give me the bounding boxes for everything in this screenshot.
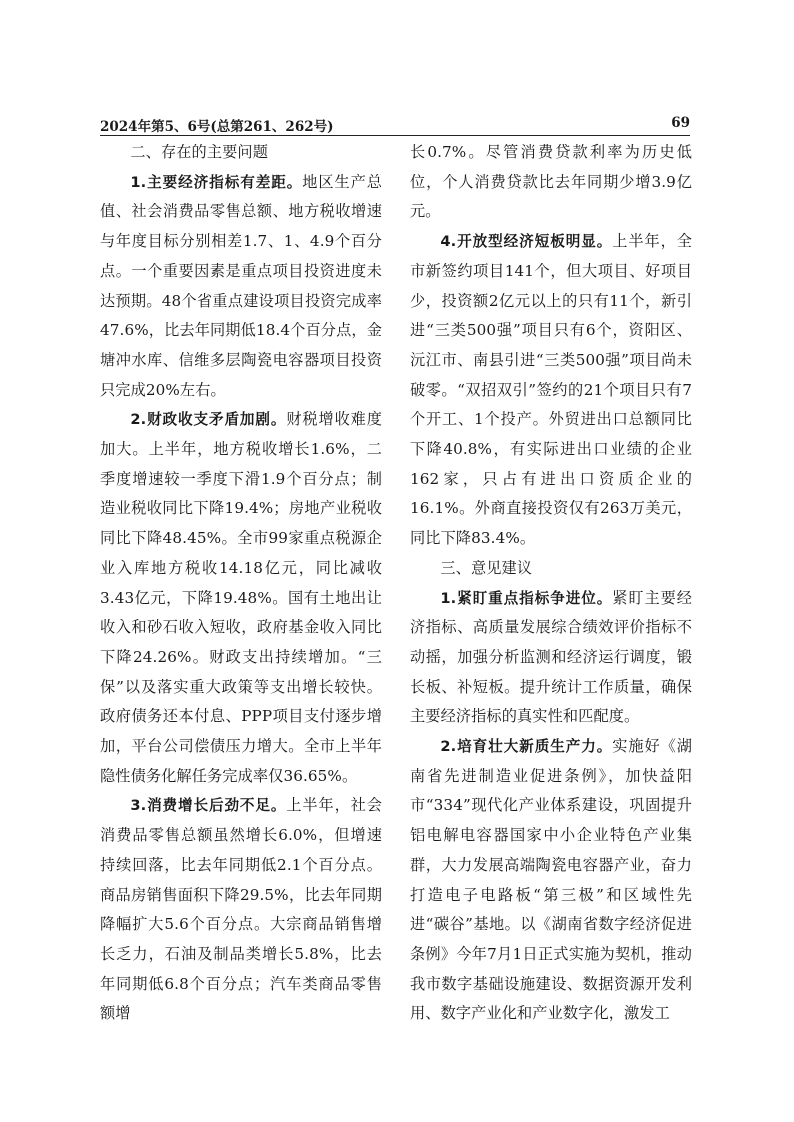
paragraph-body: 实施好《湖南省先进制造业促进条例》，加快益阳市“334”现代化产业体系建设，巩固提升铝电解电容器国家中小企业特色产业集群，大力发展高端陶瓷电容器产业，奋力打造电子电路板“第三极”和区域性先进“碳谷”基地。以《湖南省数字经济促进条例》今年7月1日正式实施为契机，推动我市数字基础设施建设、数据资源开发利用、数字产业化和产业数字化，激发工 bbox=[410, 737, 693, 1023]
right-column bbox=[410, 138, 692, 1029]
paragraph-open-economy bbox=[410, 227, 692, 554]
paragraph-body: 紧盯主要经济指标、高质量发展综合绩效评价指标不动摇，加强分析监测和经济运行调度，锻长板、补短板。提升统计工作质量，确保主要经济指标的真实性和匹配度。 bbox=[410, 588, 693, 726]
left-column bbox=[100, 138, 382, 1029]
paragraph-body: 财税增收难度加大。上半年，地方税收增长1.6%，二季度增速较一季度下滑1.9个百分点；制造业税收同比下降19.4%；房地产业税收同比下降48.45%。全市99家重点税源企业入库地方税收14.18亿元，同比减收3.43亿元，下降19.48%。国有土地出让收入和砂石收入短收，政府基金收入同比下降24.26%。财政支出持续增加。“三保”以及落实重大政策等支出增长较快。政府债务还本付息、PPP项目支付逐步增加，平台公司偿债压力增大。全市上半年隐性债务化解任务完成率仅36.65%。 bbox=[100, 410, 382, 785]
paragraph-body: 上半年，全市新签约项目141个，但大项目、好项目少，投资额2亿元以上的只有11个，新引进“三类500强”项目只有6个，资阳区、沅江市、南县引进“三类500强”项目尚未破零。“双招双引”签约的21个项目只有7个开工、1个投产。外贸进出口总额同比下降40.8%，有实际进出口业绩的企业162家，只占有进出口资质企业的16.1%。外商直接投资仅有263万美元，同比下降83.4%。 bbox=[410, 232, 693, 548]
section-heading-suggestions: 三、意见建议 bbox=[440, 558, 533, 577]
paragraph-body: 上半年，社会消费品零售总额虽然增长6.0%，但增速持续回落，比去年同期低2.1个百分点。商品房销售面积下降29.5%，比去年同期降幅扩大5.6个百分点。大宗商品销售增长乏力，石油及制品类增长5.8%，比去年同期低6.8个百分点；汽车类商品零售额增 bbox=[100, 796, 382, 1023]
paragraph-fiscal bbox=[100, 405, 382, 791]
paragraph-consumption-continued: 长0.7%。尽管消费贷款利率为历史低位，个人消费贷款比去年同期少增3.9亿元。 bbox=[410, 143, 692, 221]
paragraph-heading: 4.开放型经济短板明显。 bbox=[440, 233, 613, 251]
paragraph-heading: 1.紧盯重点指标争进位。 bbox=[440, 589, 613, 607]
paragraph-key-indicators bbox=[410, 584, 692, 733]
paragraph-new-productivity bbox=[410, 732, 692, 1029]
paragraph-consumption bbox=[100, 791, 382, 1029]
paragraph-body: 地区生产总值、社会消费品零售总额、地方税收增速与年度目标分别相差1.7、1、4.9个百分点。一个重要因素是重点项目投资进度未达预期。48个省重点建设项目投资完成率47.6%，比去年同期低18.4个百分点，金塘冲水库、信维多层陶瓷电容器项目投资只完成20%左右。 bbox=[100, 172, 383, 399]
paragraph-heading: 2.财政收支矛盾加剧。 bbox=[130, 411, 287, 429]
paragraph-indicators bbox=[100, 168, 382, 406]
issue-info: 2024年第5、6号(总第261、262号) bbox=[100, 119, 334, 135]
paragraph-heading: 2.培育壮大新质生产力。 bbox=[440, 738, 613, 756]
paragraph-heading: 3.消费增长后劲不足。 bbox=[130, 797, 287, 815]
page-number: 69 bbox=[671, 115, 690, 131]
running-header bbox=[100, 113, 690, 136]
paragraph-heading: 1.主要经济指标有差距。 bbox=[130, 173, 303, 191]
section-heading-problems: 二、存在的主要问题 bbox=[130, 143, 268, 161]
